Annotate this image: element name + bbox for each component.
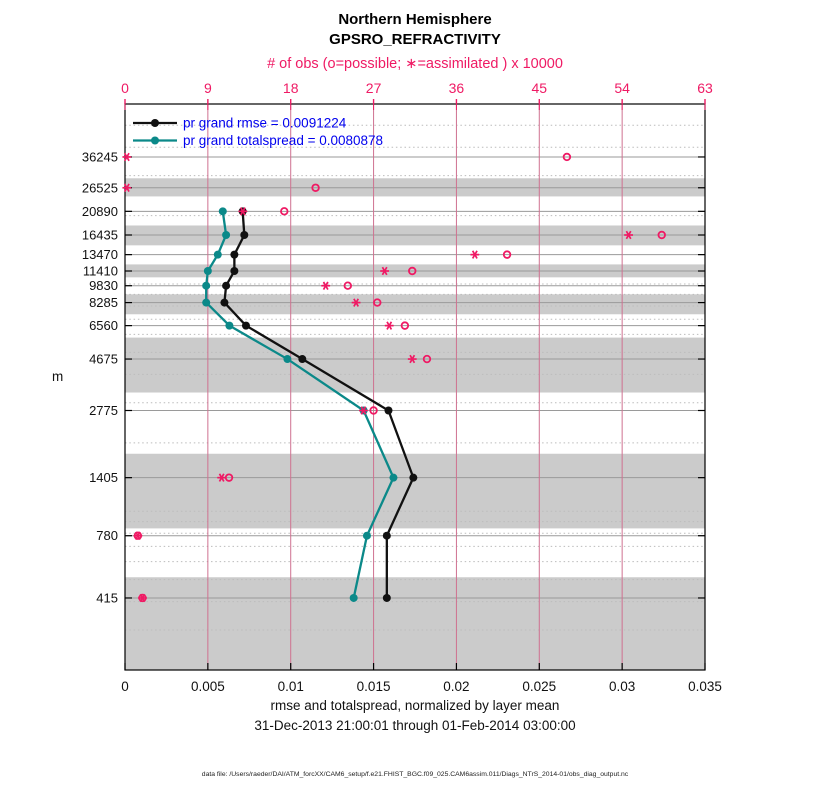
y-axis-unit-label: m: [52, 369, 64, 384]
svg-text:1405: 1405: [89, 470, 118, 486]
svg-text:0.01: 0.01: [277, 679, 304, 694]
svg-text:11410: 11410: [82, 263, 118, 279]
svg-text:pr grand totalspread = 0.00808: pr grand totalspread = 0.0080878: [183, 133, 384, 148]
chart-title-line2: GPSRO_REFRACTIVITY: [329, 31, 501, 48]
svg-text:13470: 13470: [81, 247, 118, 263]
svg-text:0: 0: [121, 679, 129, 694]
shaded-layer-bands: [125, 178, 705, 670]
legend: [133, 116, 383, 149]
svg-text:415: 415: [96, 590, 118, 606]
svg-text:0.025: 0.025: [522, 679, 557, 694]
date-range-label: 31-Dec-2013 21:00:01 through 01-Feb-2014 03:00:00: [254, 718, 576, 733]
svg-text:780: 780: [96, 528, 118, 544]
x-axis-label: rmse and totalspread, normalized by layer mean: [270, 698, 560, 713]
svg-text:9830: 9830: [89, 278, 118, 294]
svg-text:0: 0: [121, 80, 129, 96]
svg-text:36: 36: [448, 80, 465, 96]
svg-text:0.03: 0.03: [609, 679, 636, 694]
svg-text:pr grand rmse = 0.0091224: pr grand rmse = 0.0091224: [183, 115, 347, 131]
svg-text:18: 18: [282, 80, 299, 96]
svg-text:36245: 36245: [81, 149, 118, 165]
svg-text:20890: 20890: [81, 203, 118, 219]
bottom-tick-labels: [121, 679, 722, 694]
svg-text:8285: 8285: [89, 295, 118, 311]
top-axis-label: # of obs (o=possible; ∗=assimilated ) x 10000: [267, 56, 563, 72]
left-tick-labels: [82, 149, 118, 605]
top-tick-labels: [121, 80, 713, 96]
data-file-path: data file: /Users/raeder/DAI/ATM_forcXX/CAM6_setup/f.e21.FHIST_BGC.f09_025.CAM6assim.011/Diags_NTrS_2014-01/obs_diag_output.nc: [201, 771, 629, 778]
svg-text:0.005: 0.005: [190, 679, 225, 694]
svg-text:54: 54: [614, 80, 630, 96]
svg-text:63: 63: [697, 80, 713, 96]
svg-text:26525: 26525: [81, 180, 118, 196]
svg-text:45: 45: [531, 80, 548, 96]
svg-text:0.035: 0.035: [688, 679, 722, 694]
svg-text:16435: 16435: [81, 227, 118, 243]
svg-text:4675: 4675: [89, 351, 118, 367]
chart-title-line1: Northern Hemisphere: [338, 11, 492, 28]
svg-text:2775: 2775: [89, 403, 118, 419]
svg-text:0.02: 0.02: [443, 679, 470, 694]
svg-text:27: 27: [365, 80, 382, 96]
svg-text:9: 9: [203, 80, 212, 96]
svg-text:0.015: 0.015: [356, 679, 391, 694]
svg-text:6560: 6560: [89, 318, 118, 334]
